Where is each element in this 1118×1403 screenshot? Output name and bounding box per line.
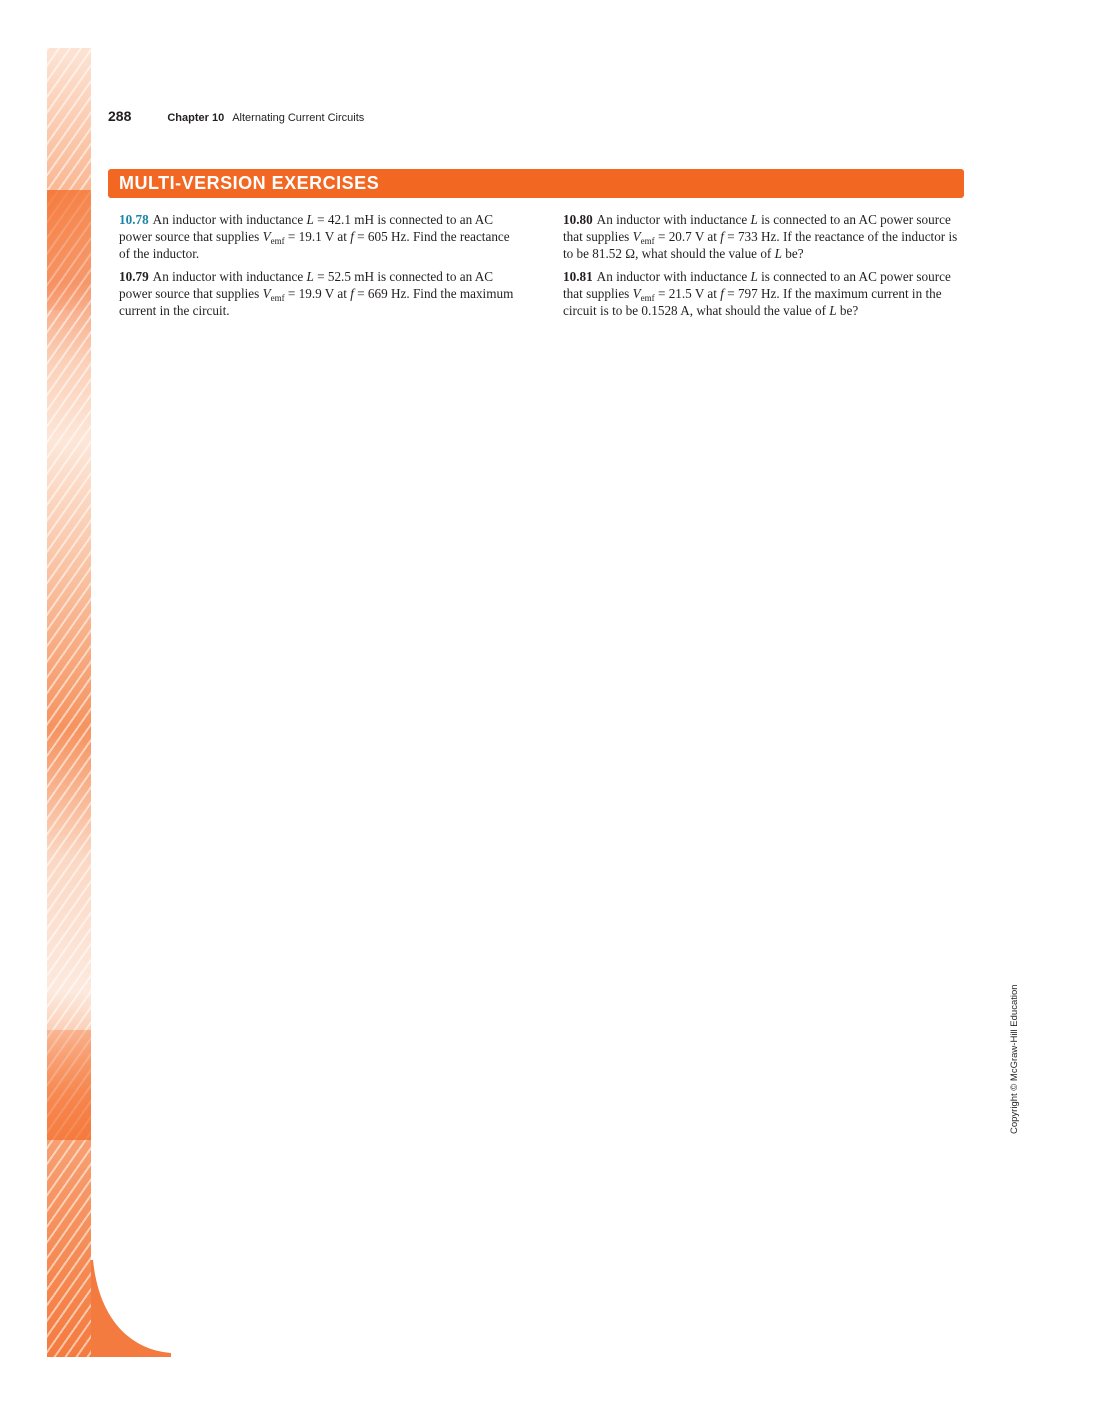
exercise-10-80: 10.80 An inductor with inductance L is connected to an AC power source that supplies $V_{emf} = 20.7$ V at f = 733 Hz. If the reactance of the inductor is to be 81.52 Ω, what should the value of L be? xyxy=(563,212,958,261)
decorative-corner-curve xyxy=(91,1260,171,1357)
chapter-label: Chapter 10 xyxy=(167,112,225,124)
exercise-10-78: 10.78 An inductor with inductance L = 42.1 mH is connected to an AC power source that supplies $V_{emf} = 19.1$ V at f = 605 Hz. Find the reactance of the inductor. xyxy=(119,212,510,261)
exercise-number: 10.80 xyxy=(563,212,593,227)
copyright-notice: Copyright © McGraw-Hill Education xyxy=(1009,984,1020,1134)
decorative-side-notch-top xyxy=(47,190,91,310)
exercise-10-81: 10.81 An inductor with inductance L is connected to an AC power source that supplies $V_{emf} = 21.5$ V at f = 797 Hz. If the maximum current in the circuit is to be 0.1528 A, what should the value of L be? xyxy=(563,269,951,318)
chapter-title: Alternating Current Circuits xyxy=(232,112,365,124)
exercise-number: 10.78 xyxy=(119,212,149,227)
section-banner xyxy=(108,169,964,198)
section-title: MULTI-VERSION EXERCISES xyxy=(119,173,380,193)
exercise-number: 10.81 xyxy=(563,269,593,284)
page-number: 288 xyxy=(108,108,132,124)
exercise-number: 10.79 xyxy=(119,269,149,284)
running-header xyxy=(108,108,364,126)
exercise-10-79: 10.79 An inductor with inductance L = 52.5 mH is connected to an AC power source that supplies $V_{emf} = 19.9$ V at f = 669 Hz. Find the maximum current in the circuit. xyxy=(119,269,514,318)
decorative-side-notch-bottom xyxy=(47,1030,91,1140)
